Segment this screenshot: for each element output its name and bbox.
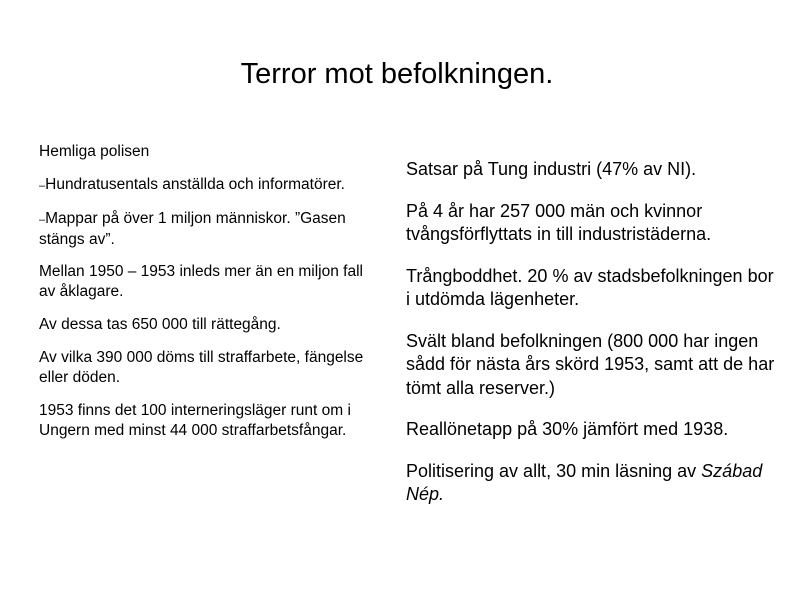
point-camps: 1953 finns det 100 interneringsläger runt om i Ungern med minst 44 000 straffarbetsfångar. [39,402,351,439]
point-heavy-industry: Satsar på Tung industri (47% av NI). [406,159,697,179]
point-famine: Svält bland befolkningen (800 000 har ingen sådd för nästa års skörd 1953, samt att de har tömt alla reserver.) [406,330,775,398]
politicization-text: Politisering av allt, 30 min läsning av [406,460,697,481]
point-crowding: Trångboddhet. 20 % av stadsbefolkningen bor i utdömda lägenheter. [406,265,774,309]
dash-bullet: – [39,214,46,226]
newspaper-name: Szábad Nép. [406,460,763,504]
sub-point-employees-text: Hundratusentals anställda och informatörer. [45,176,345,193]
sub-point-files-text: Mappar på över 1 miljon människor. ”Gasen stängs av”. [39,210,346,248]
sub-point-files [39,209,374,250]
point-wage-loss: Reallönetapp på 30% jämfört med 1938. [406,419,729,439]
dash-bullet: – [39,180,46,192]
sub-point-employees [39,175,374,196]
point-relocation: På 4 år har 257 000 män och kvinnor tvångsförflyttats in till industristäderna. [406,200,712,244]
left-column [39,142,374,441]
right-column [406,140,776,520]
secret-police-heading: Hemliga polisen [39,143,150,160]
point-cases: Mellan 1950 – 1953 inleds mer än en miljon fall av åklagare. [39,263,363,300]
point-sentences: Av vilka 390 000 döms till straffarbete, fängelse eller döden. [39,349,364,386]
point-trials: Av dessa tas 650 000 till rättegång. [39,316,281,333]
point-politicization [406,460,776,507]
slide-title: Terror mot befolkningen. [240,58,554,90]
